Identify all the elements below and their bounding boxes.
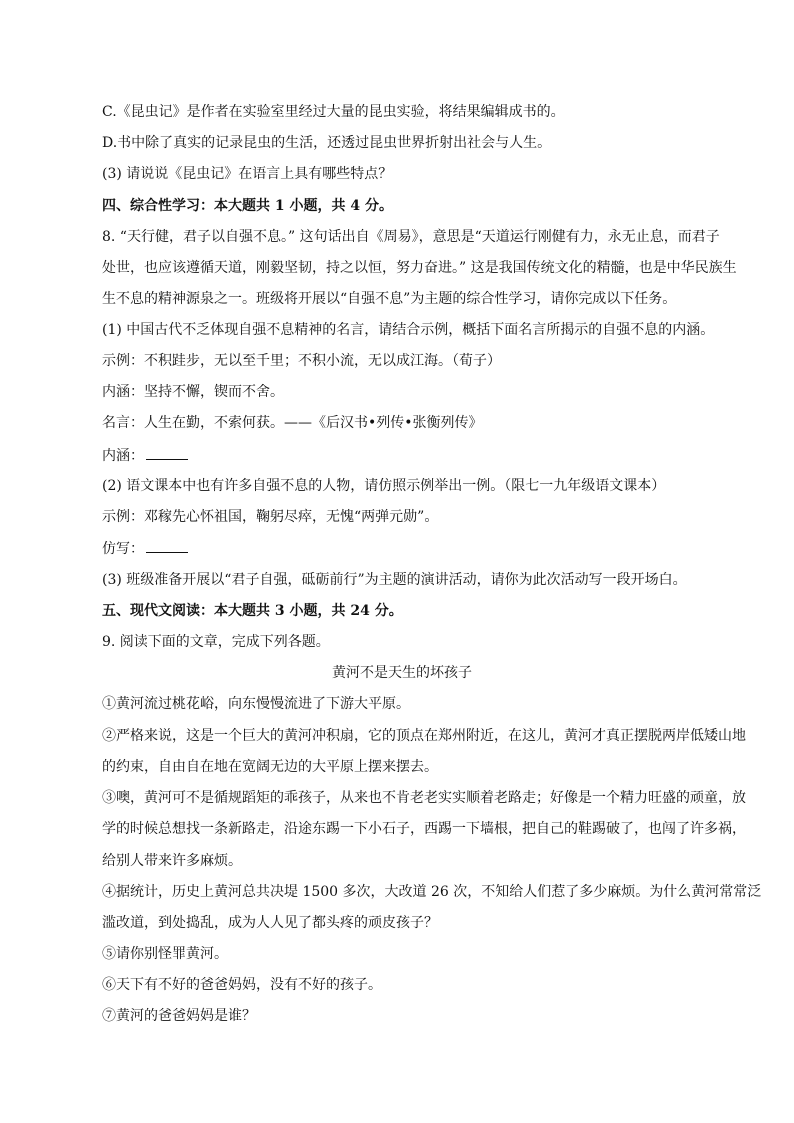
example-2: 示例：邓稼先心怀祖国，鞠躬尽瘁，无愧“两弹元勋”。 xyxy=(102,509,439,525)
paragraph-1: ①黄河流过桃花峪，向东慢慢流进了下游大平原。 xyxy=(102,696,410,712)
paragraph-3-line-1: ③噢，黄河可不是循规蹈矩的乖孩子，从来也不肯老老实实顺着老路走；好像是一个精力旺盛的顽童，放 xyxy=(102,790,746,806)
question-9-intro: 9. 阅读下面的文章，完成下列各题。 xyxy=(102,634,330,650)
question-3-language: (3) 请说说《昆虫记》在语言上具有哪些特点？ xyxy=(102,166,393,182)
question-8-line-2: 处世，也应该遵循天道，刚毅坚韧，持之以恒，努力奋进。” 这是我国传统文化的精髓，也是中华民族生 xyxy=(102,260,737,276)
meaning-blank-line xyxy=(102,447,702,464)
paragraph-5: ⑤请你别怪罪黄河。 xyxy=(102,946,228,962)
paragraph-4-line-2: 滥改道，到处捣乱，成为人人见了都头疼的顽皮孩子？ xyxy=(102,915,438,931)
imitate-blank-label: 仿写： xyxy=(102,541,144,557)
section-5-title: 五、现代文阅读：本大题共 3 小题，共 24 分。 xyxy=(102,603,403,619)
paragraph-3-line-2: 学的时候总想找一条新路走，沿途东踢一下小石子，西踢一下墙根，把自己的鞋踢破了，也闯了许多祸， xyxy=(102,821,746,837)
question-8-2: (2) 语文课本中也有许多自强不息的人物，请仿照示例举出一例。（限七一九年级语文课本） xyxy=(102,478,666,494)
meaning-1: 内涵：坚持不懈，锲而不舍。 xyxy=(102,384,284,400)
question-8-line-3: 生不息的精神源泉之一。班级将开展以“自强不息”为主题的综合性学习，请你完成以下任务。 xyxy=(102,291,677,307)
section-4-title: 四、综合性学习：本大题共 1 小题，共 4 分。 xyxy=(102,198,393,214)
question-8-line-1: 8. “天行健，君子以自强不息。” 这句话出自《周易》，意思是“天道运行刚健有力，永无止息，而君子 xyxy=(102,229,720,245)
question-8-1: (1) 中国古代不乏体现自强不息精神的名言，请结合示例，概括下面名言所揭示的自强不息的内涵。 xyxy=(102,322,715,338)
paragraph-4-line-1: ④据统计，历史上黄河总共决堤 1500 多次，大改道 26 次，不知给人们惹了多少麻烦。为什么黄河常常泛 xyxy=(102,884,762,900)
paragraph-6: ⑥天下有不好的爸爸妈妈，没有不好的孩子。 xyxy=(102,977,382,993)
paragraph-7: ⑦黄河的爸爸妈妈是谁？ xyxy=(102,1008,256,1024)
imitate-answer-blank[interactable] xyxy=(146,540,188,553)
option-c: C.《昆虫记》是作者在实验室里经过大量的昆虫实验，将结果编辑成书的。 xyxy=(102,104,565,120)
imitate-blank-line xyxy=(102,540,702,557)
article-title: 黄河不是天生的坏孩子 xyxy=(332,665,472,681)
paragraph-3-line-3: 给别人带来许多麻烦。 xyxy=(102,853,242,869)
paragraph-2-line-1: ②严格来说，这是一个巨大的黄河冲积扇，它的顶点在郑州附近，在这儿，黄河才真正摆脱两岸低矮山地 xyxy=(102,728,746,744)
meaning-answer-blank[interactable] xyxy=(146,447,188,460)
question-8-3: (3) 班级准备开展以“君子自强，砥砺前行”为主题的演讲活动，请你为此次活动写一段开场白。 xyxy=(102,572,687,588)
option-d: D.书中除了真实的记录昆虫的生活，还透过昆虫世界折射出社会与人生。 xyxy=(102,135,552,151)
example-1: 示例：不积跬步，无以至千里；不积小流，无以成江海。（荀子） xyxy=(102,353,501,369)
meaning-blank-label: 内涵： xyxy=(102,448,144,464)
quote: 名言：人生在勤，不索何获。——《后汉书•列传•张衡列传》 xyxy=(102,415,483,431)
paragraph-2-line-2: 的约束，自由自在地在宽阔无边的大平原上摆来摆去。 xyxy=(102,759,438,775)
